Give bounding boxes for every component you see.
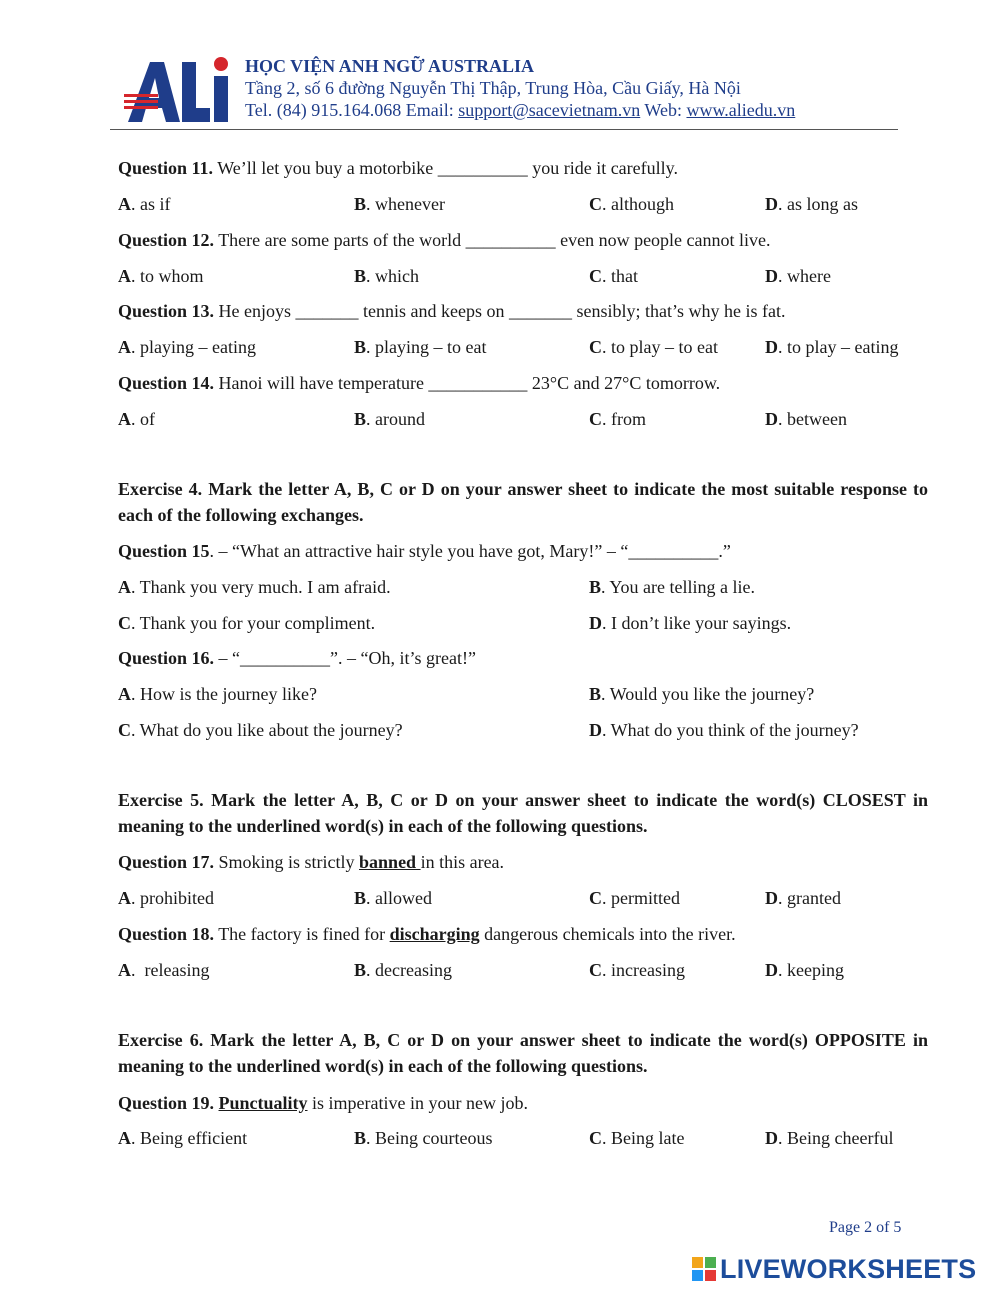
question-11 — [118, 157, 928, 179]
option-d[interactable]: D. as long as — [765, 194, 858, 214]
question-label: Question 17. — [118, 852, 215, 872]
option-d[interactable]: D. What do you think of the journey? — [589, 720, 859, 740]
org-name: HỌC VIỆN ANH NGỮ AUSTRALIA — [245, 56, 535, 76]
question-label: Question 12. — [118, 230, 215, 250]
option-d[interactable]: D. Being cheerful — [765, 1128, 894, 1148]
option-a[interactable]: A. releasing — [118, 960, 210, 980]
page-number: Page 2 of 5 — [829, 1219, 902, 1236]
question-16 — [118, 647, 928, 669]
exercise-4-title: Exercise 4. Mark the letter A, B, C or D on your answer sheet to indicate the most suitable response to each of the following exchanges. — [118, 479, 928, 525]
option-b[interactable]: B. whenever — [354, 194, 445, 214]
option-b[interactable]: B. Would you like the journey? — [589, 684, 815, 704]
option-b[interactable]: B. You are telling a lie. — [589, 577, 755, 597]
option-c[interactable]: C. What do you like about the journey? — [118, 720, 403, 740]
contact-prefix: Tel. (84) 915.164.068 Email: — [245, 100, 459, 120]
option-c[interactable]: C. permitted — [589, 888, 680, 908]
option-a[interactable]: A. How is the journey like? — [118, 684, 317, 704]
question-12 — [118, 229, 928, 251]
option-c[interactable]: C. Being late — [589, 1128, 685, 1148]
option-d[interactable]: D. where — [765, 266, 831, 286]
email-link[interactable]: support@sacevietnam.vn — [458, 100, 641, 120]
web-label: Web: — [640, 100, 687, 120]
question-label: Question 19. — [118, 1093, 215, 1113]
question-label: Question 16. — [118, 648, 215, 668]
question-label: Question 11. — [118, 158, 214, 178]
question-text: . – “What an attractive hair style you have got, Mary!” – “__________.” — [209, 541, 731, 561]
question-label: Question 15 — [118, 541, 210, 561]
question-text: – “__________”. – “Oh, it’s great!” — [214, 648, 476, 668]
contact-line — [245, 99, 795, 121]
page-header — [110, 48, 898, 130]
option-d[interactable]: D. keeping — [765, 960, 844, 980]
exercise-5-title: Exercise 5. Mark the letter A, B, C or D on your answer sheet to indicate the word(s) CLOSEST in meaning to the underlined word(s) in each of the following questions. — [118, 790, 928, 836]
question-label: Question 13. — [118, 301, 215, 321]
option-c[interactable]: C. that — [589, 266, 638, 286]
address: Tầng 2, số 6 đường Nguyễn Thị Thập, Trung Hòa, Cầu Giấy, Hà Nội — [245, 78, 741, 98]
question-text: He enjoys _______ tennis and keeps on _______ sensibly; that’s why he is fat. — [214, 301, 786, 321]
underlined-word: discharging — [389, 924, 480, 944]
question-15 — [118, 540, 928, 562]
header-divider — [110, 129, 898, 130]
liveworksheets-logo-icon — [692, 1257, 716, 1281]
option-b[interactable]: B. Being courteous — [354, 1128, 493, 1148]
option-b[interactable]: B. around — [354, 409, 425, 429]
question-13 — [118, 300, 928, 322]
question-label: Question 14. — [118, 373, 215, 393]
option-a[interactable]: A. prohibited — [118, 888, 214, 908]
option-d[interactable]: D. to play – eating — [765, 337, 899, 357]
option-a[interactable]: A. Thank you very much. I am afraid. — [118, 577, 391, 597]
question-label: Question 18. — [118, 924, 215, 944]
underlined-word: Punctuality — [218, 1093, 308, 1113]
option-a[interactable]: A. Being efficient — [118, 1128, 248, 1148]
web-link[interactable]: www.aliedu.vn — [686, 100, 796, 120]
option-c[interactable]: C. from — [589, 409, 646, 429]
option-b[interactable]: B. allowed — [354, 888, 432, 908]
option-c[interactable]: C. Thank you for your compliment. — [118, 613, 376, 633]
option-c[interactable]: C. although — [589, 194, 674, 214]
option-b[interactable]: B. decreasing — [354, 960, 452, 980]
option-a[interactable]: A. to whom — [118, 266, 204, 286]
exercise-6-title: Exercise 6. Mark the letter A, B, C or D on your answer sheet to indicate the word(s) OPPOSITE in meaning to the underlined word(s) in each of the following questions. — [118, 1030, 928, 1076]
option-c[interactable]: C. to play – to eat — [589, 337, 718, 357]
liveworksheets-text: LIVEWORKSHEETS — [720, 1254, 977, 1284]
question-text: There are some parts of the world __________ even now people cannot live. — [214, 230, 771, 250]
option-b[interactable]: B. playing – to eat — [354, 337, 487, 357]
question-17: Question 17. Smoking is strictly banned in this area. — [118, 852, 505, 872]
option-a[interactable]: A. as if — [118, 194, 171, 214]
question-text: Hanoi will have temperature ___________ 23°C and 27°C tomorrow. — [214, 373, 721, 393]
liveworksheets-brand[interactable] — [692, 1254, 992, 1284]
option-b[interactable]: B. which — [354, 266, 420, 286]
question-19: Question 19. Punctuality is imperative in your new job. — [118, 1093, 528, 1113]
option-d[interactable]: D. between — [765, 409, 847, 429]
header-text — [245, 55, 795, 121]
option-d[interactable]: D. granted — [765, 888, 841, 908]
option-a[interactable]: A. playing – eating — [118, 337, 256, 357]
option-d[interactable]: D. I don’t like your sayings. — [589, 613, 792, 633]
underlined-word: banned — [359, 852, 421, 872]
question-14 — [118, 372, 928, 394]
question-text: We’ll let you buy a motorbike __________ you ride it carefully. — [213, 158, 678, 178]
ali-logo — [120, 54, 232, 124]
option-a[interactable]: A. of — [118, 409, 155, 429]
option-c[interactable]: C. increasing — [589, 960, 685, 980]
question-18: Question 18. The factory is fined for discharging dangerous chemicals into the river. — [118, 924, 736, 944]
